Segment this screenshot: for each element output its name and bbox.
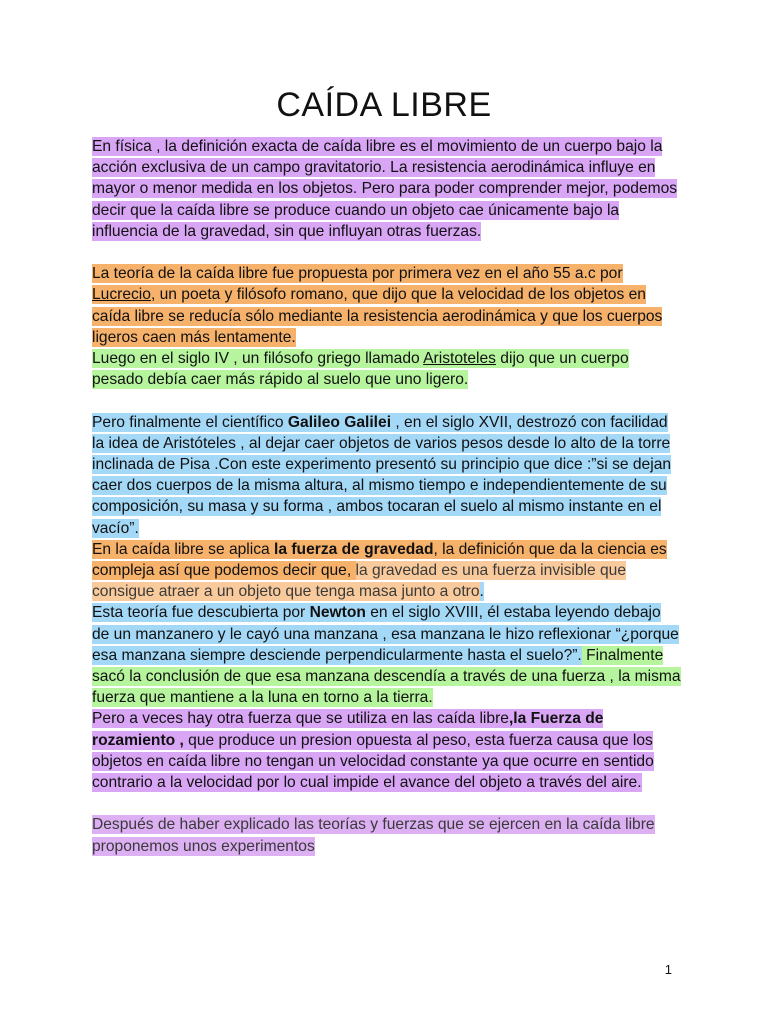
text-segment: Pero a veces hay otra fuerza que se utiliza en las caída libre [92,710,509,728]
text-segment: La teoría de la caída libre fue propuesta por primera vez en el año 55 a.c por [92,265,623,283]
text-segment: , en el siglo XVII, destrozó con facilidad la idea de Aristóteles , al dejar caer objetos de varios pesos desde lo alto de la torre inclinada de Pisa .Con este experimento presentó su principio que dice :”si se dejan caer dos cuerpos de la misma altura, al mismo tiempo e independientemente de su composición, su masa y su forma , ambos tocaran el suelo al mismo instante en el vacío”. [92,413,672,537]
paragraph-experimentos [92,814,682,856]
text-segment: En la caída libre se aplica [92,540,275,558]
highlight-purple [92,709,654,792]
blank-line [92,390,682,411]
bold-rozamiento: ,la Fuerza de rozamiento , [92,710,604,749]
page-number: 1 [664,962,672,977]
highlight-orange [92,264,662,347]
link-aristoteles[interactable]: Aristoteles [423,350,496,368]
bold-galileo: Galileo Galilei [287,413,392,431]
highlight-blue: . [479,583,484,601]
text-segment: que produce un presion opuesta al peso, esta fuerza causa que los objetos en caída libre no tengan un velocidad constante ya que ocurre en sentido contrario a la velocidad por lo cual impide el avance del objeto a través del aire. [92,731,654,792]
text-segment: Esta teoría fue descubierta por [92,604,310,622]
paragraph-definition [92,136,682,242]
highlight-purple: En física , la definición exacta de caída libre es el movimiento de un cuerpo bajo la acción exclusiva de un campo gravitatorio. La resistencia aerodinámica influye en mayor o menor medida en los objetos. Pero para poder comprender mejor, podemos decir que la caída libre se produce cuando un objeto cae únicamente bajo la influencia de la gravedad, sin que influyan otras fuerzas. [92,138,678,240]
text-segment: Luego en el siglo IV , un filósofo griego llamado [92,350,424,368]
page-title: CAÍDA LIBRE [276,86,492,124]
highlight-green [92,349,629,389]
bold-gravedad: la fuerza de gravedad [274,540,434,558]
text-segment: en el siglo XVIII, él estaba leyendo debajo de un manzanero y le cayó una manzana , esa manzana le hizo reflexionar “¿porque esa manzana siempre desciende perpendicularmente hasta el suelo?”. [92,604,679,664]
link-lucrecio[interactable]: Lucrecio [92,286,151,304]
blank-line [92,793,682,814]
paragraph-galileo [92,412,682,794]
highlight-green: Finalmente sacó la conclusión de que esa manzana descendía a través de una fuerza , la misma fuerza que mantiene a la luna en torno a la tierra. [92,646,681,707]
highlight-lilac: Después de haber explicado las teorías y fuerzas que se ejercen en la caída libre proponemos unos experimentos [92,816,655,855]
highlight-peach: la gravedad es una fuerza invisible que consigue atraer a un objeto que tenga masa junto a otro [92,562,627,601]
text-segment: , un poeta y filósofo romano, que dijo que la velocidad de los objetos en caída libre se reducía sólo mediante la resistencia aerodinámica y que los cuerpos ligeros caen más lentamente. [92,286,663,346]
text-segment: Pero finalmente el científico [92,413,288,431]
text-segment: dijo que un cuerpo pesado debía caer más rápido al suelo que uno ligero. [92,350,629,389]
paragraph-lucrecio [92,263,682,390]
document-body [92,136,682,857]
blank-line [92,242,682,263]
bold-newton: Newton [309,604,366,622]
highlight-blue [92,413,671,538]
text-segment: , la definición que da la ciencia es compleja así que podemos decir que, [92,540,667,580]
